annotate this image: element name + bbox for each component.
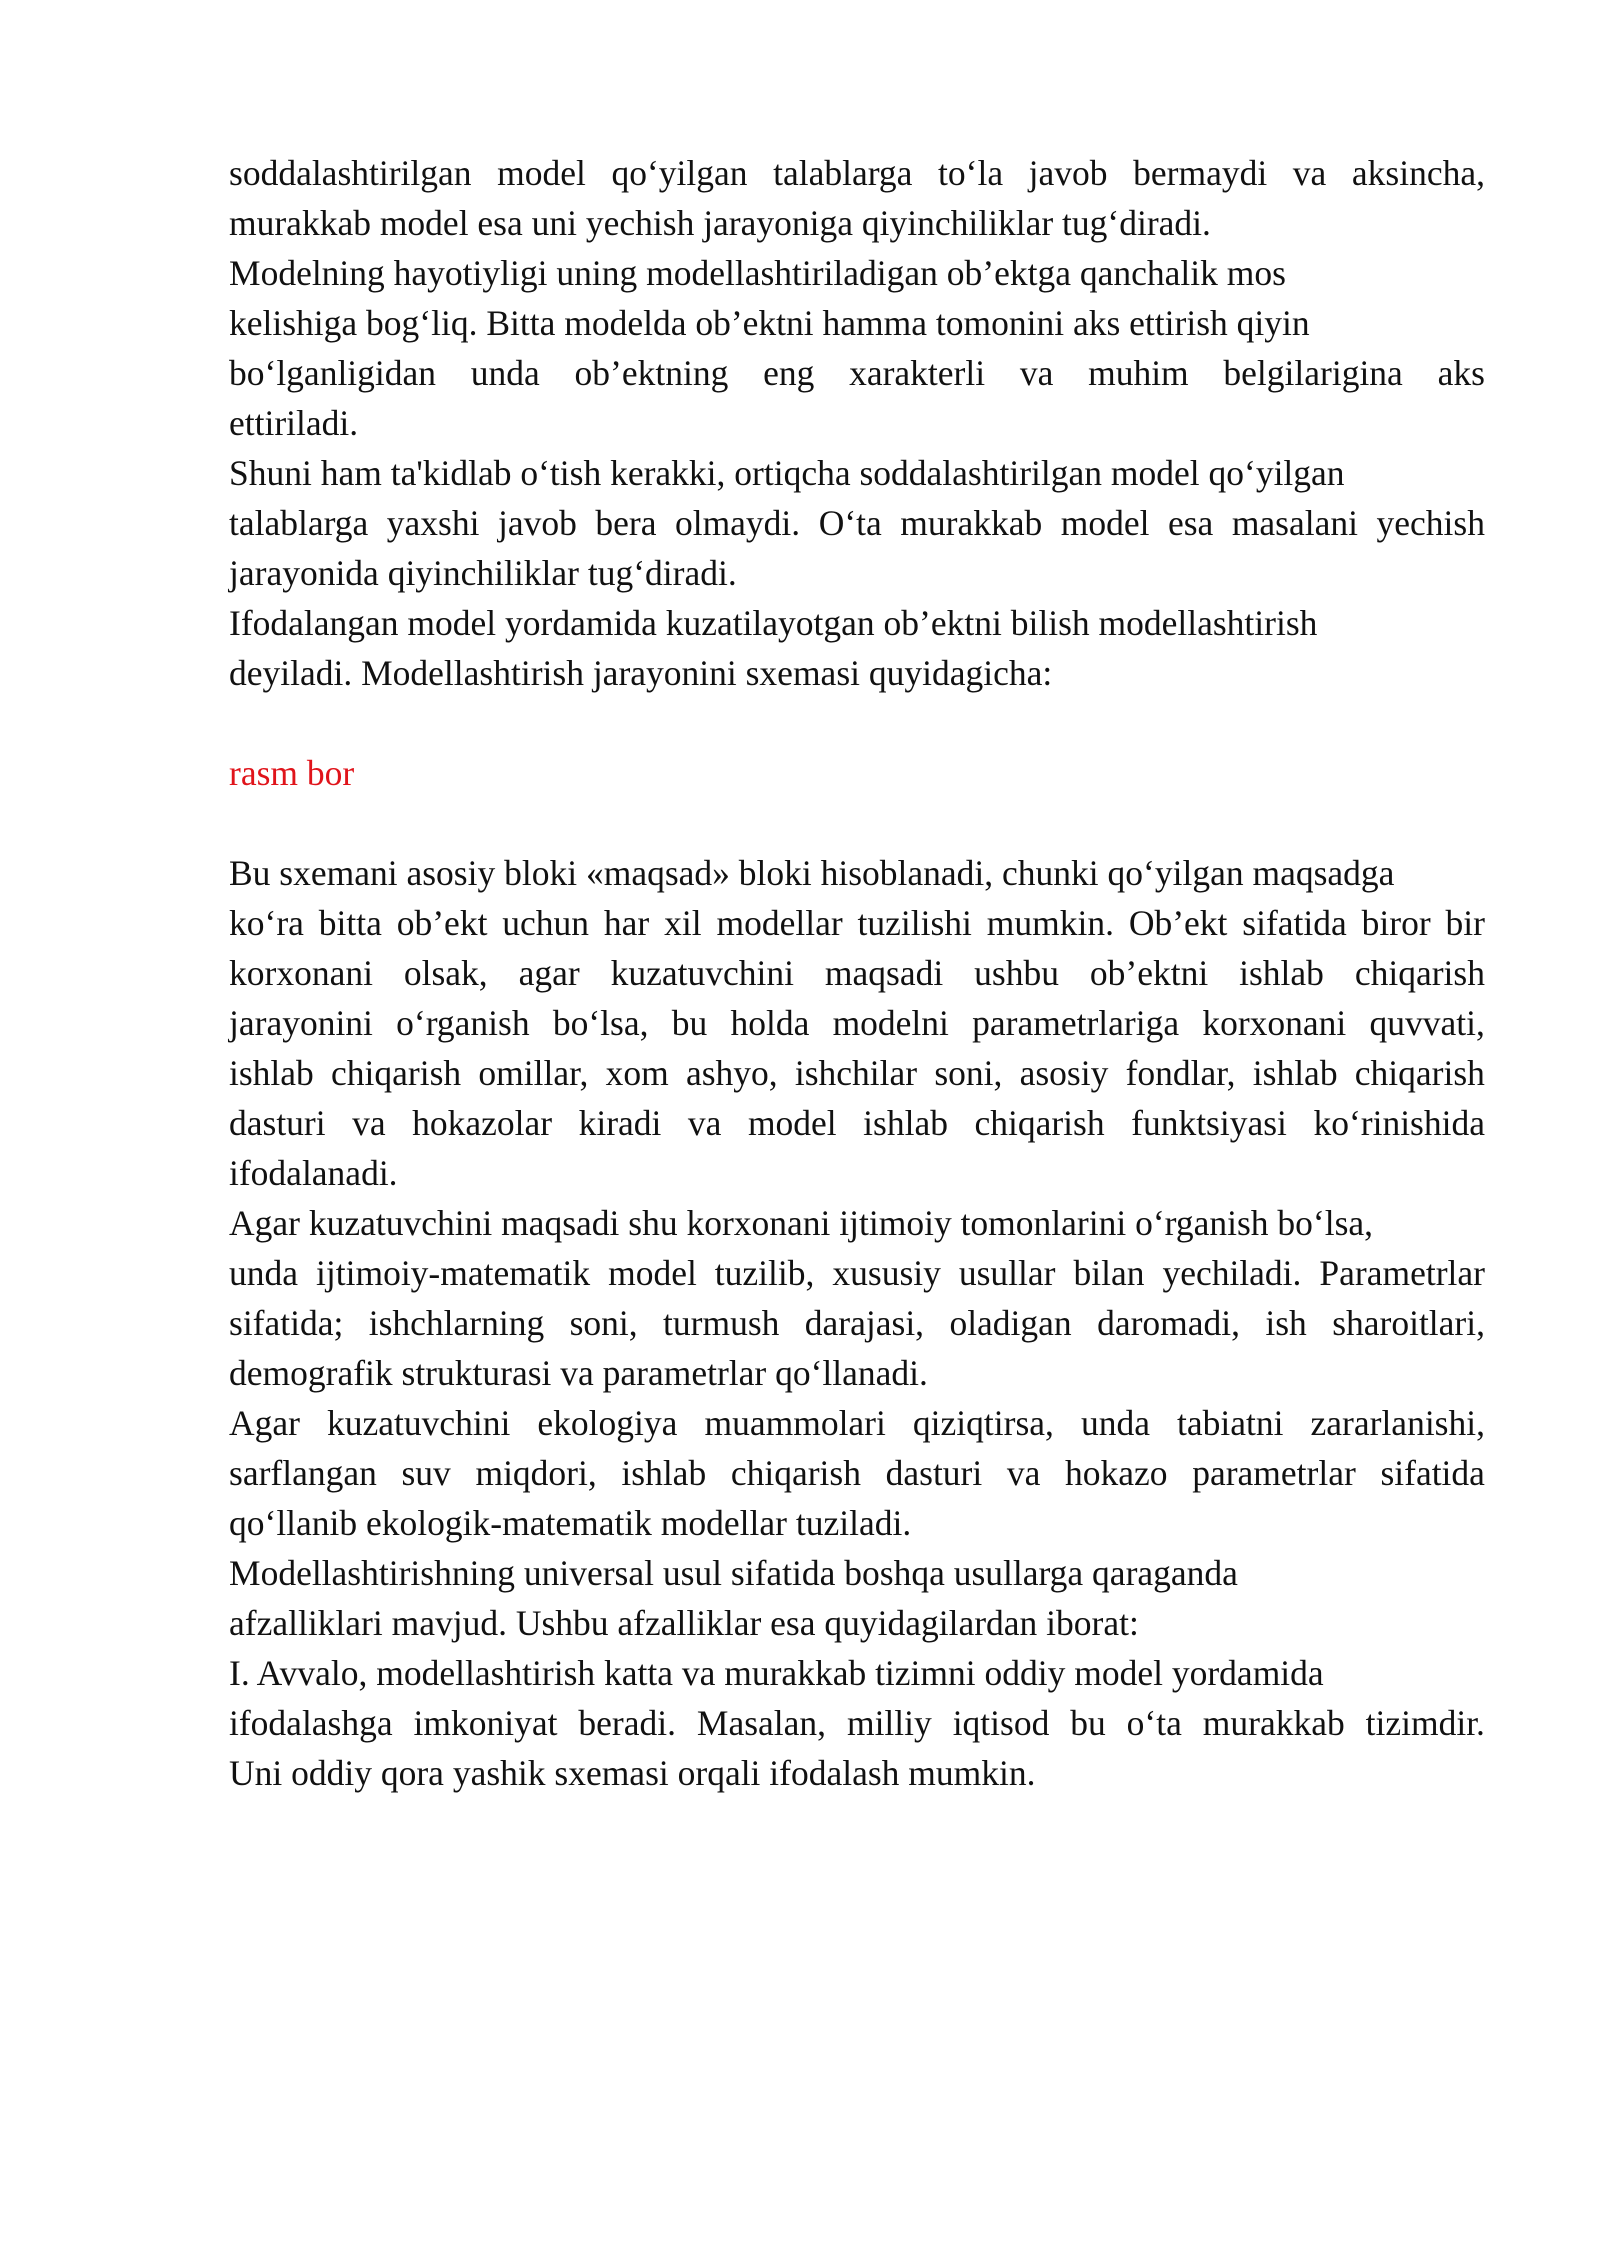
word: kiradi bbox=[578, 1103, 662, 1143]
word: javob bbox=[497, 503, 577, 543]
word: ko‘ra bbox=[229, 903, 304, 943]
word: eng bbox=[763, 353, 815, 393]
word: ijtimoiy-matematik bbox=[316, 1253, 591, 1293]
word: agar bbox=[518, 953, 580, 993]
word: muhim bbox=[1088, 353, 1189, 393]
word: hokazo bbox=[1065, 1453, 1168, 1493]
word: xususiy bbox=[832, 1253, 941, 1293]
word: model bbox=[608, 1253, 697, 1293]
word: miqdori, bbox=[475, 1453, 597, 1493]
text-line: qo‘llanib ekologik-matematik modellar tuziladi. bbox=[229, 1503, 912, 1543]
word: olsak, bbox=[403, 953, 488, 993]
text-line: ettiriladi. bbox=[229, 403, 359, 443]
text-line bbox=[229, 1448, 1485, 1498]
document-page bbox=[229, 148, 1485, 1798]
word: chiqarish bbox=[1354, 953, 1485, 993]
word: bo‘lganligidan bbox=[229, 353, 437, 393]
word: beradi. bbox=[578, 1703, 676, 1743]
word: suv bbox=[401, 1453, 451, 1493]
word: ashyo, bbox=[685, 1053, 778, 1093]
text-line: kelishiga bog‘liq. Bitta modelda ob’ektni hamma tomonini aks ettirish qiyin bbox=[229, 303, 1310, 343]
text-line: ifodalanadi. bbox=[229, 1153, 398, 1193]
word: Ob’ekt bbox=[1128, 903, 1228, 943]
text-line: Ifodalangan model yordamida kuzatilayotgan ob’ektni bilish modellashtirish bbox=[229, 603, 1318, 643]
text-line: deyiladi. Modellashtirish jarayonini sxemasi quyidagicha: bbox=[229, 653, 1053, 693]
word: sharoitlari, bbox=[1332, 1303, 1485, 1343]
text-line bbox=[229, 348, 1485, 398]
text-line bbox=[229, 148, 1485, 198]
text-line bbox=[229, 1048, 1485, 1098]
word: chiqarish bbox=[1354, 1053, 1485, 1093]
text-line: Modelning hayotiyligi uning modellashtiriladigan ob’ektga qanchalik mos bbox=[229, 253, 1286, 293]
word: parametrlariga bbox=[972, 1003, 1180, 1043]
word: talablarga bbox=[773, 153, 913, 193]
word: o‘rganish bbox=[396, 1003, 530, 1043]
text-line bbox=[229, 1698, 1485, 1748]
word: soni, bbox=[934, 1053, 1003, 1093]
word: ko‘rinishida bbox=[1313, 1103, 1485, 1143]
word: ifodalashga bbox=[229, 1703, 393, 1743]
word: chiqarish bbox=[331, 1053, 462, 1093]
word: soddalashtirilgan bbox=[229, 153, 472, 193]
word: jarayonini bbox=[229, 1003, 373, 1043]
word: kuzatuvchini bbox=[610, 953, 794, 993]
word: oladigan bbox=[949, 1303, 1072, 1343]
word: qo‘yilgan bbox=[611, 153, 748, 193]
word: tizimdir. bbox=[1365, 1703, 1485, 1743]
word: murakkab bbox=[900, 503, 1043, 543]
word: bitta bbox=[318, 903, 382, 943]
word: modellar bbox=[716, 903, 843, 943]
word: sarflangan bbox=[229, 1453, 377, 1493]
word: xil bbox=[664, 903, 702, 943]
word: unda bbox=[470, 353, 540, 393]
word: muammolari bbox=[704, 1403, 886, 1443]
text-line: murakkab model esa uni yechish jarayoniga qiyinchiliklar tug‘diradi. bbox=[229, 203, 1211, 243]
text-line: afzalliklari mavjud. Ushbu afzalliklar esa quyidagilardan iborat: bbox=[229, 1603, 1139, 1643]
blank-line bbox=[229, 798, 1485, 848]
word: talablarga bbox=[229, 503, 369, 543]
text-line: Uni oddiy qora yashik sxemasi orqali ifodalash mumkin. bbox=[229, 1753, 1036, 1793]
word: ob’ekt bbox=[396, 903, 488, 943]
word: yaxshi bbox=[386, 503, 480, 543]
word: yechiladi. bbox=[1162, 1253, 1302, 1293]
word: imkoniyat bbox=[413, 1703, 558, 1743]
word: dasturi bbox=[229, 1103, 326, 1143]
word: ishlab bbox=[229, 1053, 314, 1093]
word: o‘ta bbox=[1126, 1703, 1182, 1743]
word: korxonani bbox=[229, 953, 373, 993]
text-line: I. Avvalo, modellashtirish katta va murakkab tizimni oddiy model yordamida bbox=[229, 1653, 1324, 1693]
word: xarakterli bbox=[849, 353, 986, 393]
text-line: Bu sxemani asosiy bloki «maqsad» bloki hisoblanadi, chunki qo‘yilgan maqsadga bbox=[229, 853, 1395, 893]
text-line bbox=[229, 948, 1485, 998]
text-line bbox=[229, 998, 1485, 1048]
word: kuzatuvchini bbox=[327, 1403, 511, 1443]
word: to‘la bbox=[938, 153, 1004, 193]
text-line bbox=[229, 1298, 1485, 1348]
word: ishlab bbox=[1252, 1053, 1338, 1093]
word: chiqarish bbox=[730, 1453, 861, 1493]
word: bo‘lsa, bbox=[552, 1003, 649, 1043]
word: tabiatni bbox=[1177, 1403, 1284, 1443]
word: murakkab bbox=[1202, 1703, 1345, 1743]
word: yechish bbox=[1376, 503, 1485, 543]
word: sifatida bbox=[1242, 903, 1347, 943]
word: bilan bbox=[1073, 1253, 1145, 1293]
word: modelni bbox=[832, 1003, 949, 1043]
word: va bbox=[1019, 353, 1054, 393]
word: unda bbox=[1080, 1403, 1150, 1443]
word: korxonani bbox=[1202, 1003, 1347, 1043]
word: va bbox=[687, 1103, 722, 1143]
word: belgilarigina bbox=[1223, 353, 1403, 393]
word: daromadi, bbox=[1097, 1303, 1240, 1343]
word: bu bbox=[671, 1003, 708, 1043]
word: Agar bbox=[229, 1403, 300, 1443]
text-line bbox=[229, 1098, 1485, 1148]
word: usullar bbox=[958, 1253, 1056, 1293]
word: ish bbox=[1265, 1303, 1307, 1343]
text-line bbox=[229, 1248, 1485, 1298]
word: ob’ektni bbox=[1089, 953, 1209, 993]
word: parametrlar bbox=[1192, 1453, 1356, 1493]
word: ushbu bbox=[974, 953, 1059, 993]
word: bu bbox=[1070, 1703, 1106, 1743]
word: model bbox=[747, 1103, 837, 1143]
text-line: demografik strukturasi va parametrlar qo‘llanadi. bbox=[229, 1353, 928, 1393]
word: va bbox=[1292, 153, 1327, 193]
blank-line bbox=[229, 698, 1485, 748]
word: sifatida; bbox=[229, 1303, 344, 1343]
word: bermaydi bbox=[1133, 153, 1268, 193]
word: javob bbox=[1028, 153, 1108, 193]
image-placeholder-note: rasm bor bbox=[229, 753, 355, 793]
text-line: Modellashtirishning universal usul sifatida boshqa usullarga qaraganda bbox=[229, 1553, 1238, 1593]
word: esa bbox=[1167, 503, 1214, 543]
word: sifatida bbox=[1380, 1453, 1485, 1493]
word: masalani bbox=[1231, 503, 1358, 543]
text-line: Agar kuzatuvchini maqsadi shu korxonani ijtimoiy tomonlarini o‘rganish bo‘lsa, bbox=[229, 1203, 1374, 1243]
word: ishchlarning bbox=[368, 1303, 545, 1343]
word: asosiy bbox=[1019, 1053, 1109, 1093]
word: fondlar, bbox=[1125, 1053, 1236, 1093]
word: ishchilar bbox=[794, 1053, 918, 1093]
word: biror bbox=[1361, 903, 1431, 943]
word: bera bbox=[595, 503, 657, 543]
text-line bbox=[229, 898, 1485, 948]
word: Parametrlar bbox=[1319, 1253, 1485, 1293]
word: xom bbox=[605, 1053, 669, 1093]
word: Masalan, bbox=[696, 1703, 827, 1743]
word: iqtisod bbox=[952, 1703, 1050, 1743]
word: tuzilishi bbox=[857, 903, 972, 943]
word: aksincha, bbox=[1351, 153, 1485, 193]
word: darajasi, bbox=[804, 1303, 925, 1343]
word: bir bbox=[1445, 903, 1485, 943]
word: va bbox=[1006, 1453, 1041, 1493]
word: ishlab bbox=[621, 1453, 707, 1493]
word: O‘ta bbox=[818, 503, 882, 543]
text-line: Shuni ham ta'kidlab o‘tish kerakki, ortiqcha soddalashtirilgan model qo‘yilgan bbox=[229, 453, 1345, 493]
text-line: jarayonida qiyinchiliklar tug‘diradi. bbox=[229, 553, 737, 593]
word: chiqarish bbox=[974, 1103, 1105, 1143]
word: funktsiyasi bbox=[1131, 1103, 1287, 1143]
word: model bbox=[497, 153, 586, 193]
text-line bbox=[229, 1398, 1485, 1448]
word: va bbox=[352, 1103, 386, 1143]
word: ishlab bbox=[1239, 953, 1324, 993]
word: hokazolar bbox=[412, 1103, 553, 1143]
word: holda bbox=[730, 1003, 810, 1043]
word: omillar, bbox=[478, 1053, 589, 1093]
word: uchun bbox=[502, 903, 590, 943]
word: ob’ektning bbox=[574, 353, 729, 393]
word: ekologiya bbox=[537, 1403, 678, 1443]
word: olmaydi. bbox=[674, 503, 801, 543]
word: mumkin. bbox=[986, 903, 1114, 943]
word: unda bbox=[229, 1253, 299, 1293]
word: dasturi bbox=[885, 1453, 983, 1493]
word: har bbox=[603, 903, 650, 943]
word: aks bbox=[1437, 353, 1485, 393]
text-line bbox=[229, 498, 1485, 548]
word: soni, bbox=[569, 1303, 638, 1343]
word: ishlab bbox=[863, 1103, 948, 1143]
word: zararlanishi, bbox=[1310, 1403, 1485, 1443]
word: qiziqtirsa, bbox=[912, 1403, 1054, 1443]
word: maqsadi bbox=[824, 953, 944, 993]
word: turmush bbox=[663, 1303, 780, 1343]
word: milliy bbox=[846, 1703, 932, 1743]
word: quvvati, bbox=[1369, 1003, 1485, 1043]
word: tuzilib, bbox=[714, 1253, 815, 1293]
word: model bbox=[1060, 503, 1150, 543]
